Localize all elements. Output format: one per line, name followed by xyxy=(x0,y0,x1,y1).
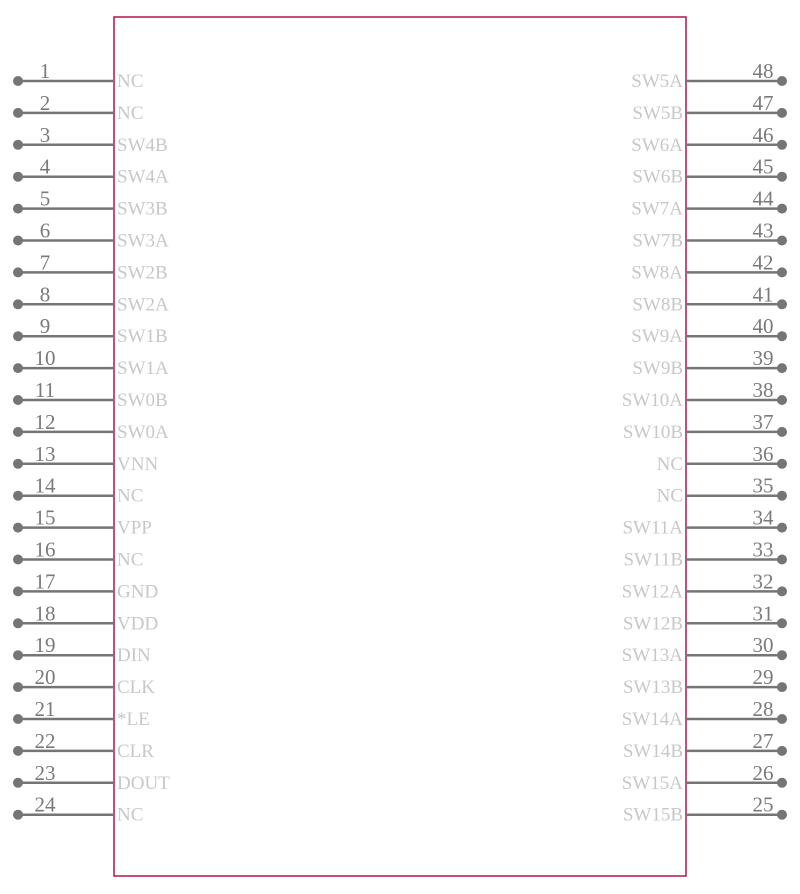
pin-23 xyxy=(13,761,170,794)
pin-22 xyxy=(13,729,154,762)
pin-18 xyxy=(13,601,158,634)
pin-10 xyxy=(13,346,169,379)
pin-endpoint-dot xyxy=(777,236,787,246)
pin-name: SW15A xyxy=(621,772,683,794)
pin-endpoint-dot xyxy=(13,618,23,628)
pin-endpoint-dot xyxy=(13,491,23,501)
pin-name: SW13B xyxy=(622,677,683,699)
pin-name: DOUT xyxy=(117,772,170,794)
pin-name: SW1B xyxy=(117,326,168,348)
pin-number: 46 xyxy=(752,122,774,147)
pin-5 xyxy=(13,187,168,220)
pin-number: 38 xyxy=(752,378,774,402)
pin-endpoint-dot xyxy=(13,204,23,214)
pin-name: NC xyxy=(656,453,683,475)
pin-endpoint-dot xyxy=(777,76,787,86)
pin-36 xyxy=(657,442,787,475)
pin-number: 40 xyxy=(752,314,774,339)
pin-endpoint-dot xyxy=(13,586,23,596)
pin-number: 45 xyxy=(752,154,774,179)
pin-number: 24 xyxy=(34,792,56,817)
pin-21 xyxy=(13,697,150,730)
pin-number: 25 xyxy=(752,792,774,817)
pin-name: SW0B xyxy=(117,390,168,411)
pin-endpoint-dot xyxy=(777,267,787,277)
pin-number: 35 xyxy=(752,473,774,498)
pin-30 xyxy=(622,633,787,666)
pin-8 xyxy=(13,282,169,315)
pin-26 xyxy=(622,761,787,794)
pin-endpoint-dot xyxy=(777,778,787,788)
pin-15 xyxy=(13,506,152,539)
pin-endpoint-dot xyxy=(777,459,787,469)
pin-name: SW14B xyxy=(622,740,683,762)
pin-number: 30 xyxy=(752,633,774,658)
pin-name: SW7A xyxy=(631,198,683,220)
pin-number: 13 xyxy=(34,441,56,466)
pin-45 xyxy=(632,155,787,188)
pin-7 xyxy=(13,250,168,283)
pin-endpoint-dot xyxy=(13,267,23,277)
pin-25 xyxy=(623,793,787,826)
pin-44 xyxy=(631,187,787,220)
pin-number: 36 xyxy=(752,441,774,466)
pin-name: *LE xyxy=(117,709,150,730)
pin-name: SW5A xyxy=(631,71,683,92)
pin-name: SW8A xyxy=(631,262,683,284)
pin-endpoint-dot xyxy=(13,172,23,182)
pin-number: 26 xyxy=(752,760,774,785)
pin-37 xyxy=(623,410,787,443)
pin-endpoint-dot xyxy=(777,108,787,118)
pin-number: 14 xyxy=(34,473,56,498)
pin-name: NC xyxy=(117,485,144,507)
pin-name: SW12B xyxy=(622,613,683,635)
pin-number: 32 xyxy=(752,569,774,594)
pin-name: NC xyxy=(117,71,144,92)
pin-name: SW9A xyxy=(631,326,683,348)
pin-name: SW5B xyxy=(632,102,683,124)
pin-3 xyxy=(13,123,168,156)
pin-39 xyxy=(632,346,787,379)
pin-endpoint-dot xyxy=(777,555,787,565)
pin-number: 4 xyxy=(39,154,51,179)
pin-name: VDD xyxy=(117,613,159,635)
pin-number: 5 xyxy=(39,186,51,211)
pin-24 xyxy=(13,793,143,826)
pin-name: SW11B xyxy=(623,549,683,571)
pin-number: 21 xyxy=(34,697,56,721)
pin-endpoint-dot xyxy=(777,491,787,501)
pin-16 xyxy=(13,538,143,571)
pin-number: 15 xyxy=(34,505,56,530)
pin-endpoint-dot xyxy=(13,236,23,246)
pin-name: SW15B xyxy=(622,804,683,826)
pin-name: SW7B xyxy=(632,230,683,252)
pin-endpoint-dot xyxy=(777,650,787,660)
pin-name: SW12A xyxy=(621,581,683,603)
pin-endpoint-dot xyxy=(13,331,23,341)
pin-endpoint-dot xyxy=(777,810,787,820)
pin-name: SW4B xyxy=(117,134,168,156)
pin-endpoint-dot xyxy=(13,523,23,533)
pin-name: NC xyxy=(656,485,683,507)
pin-name: SW2A xyxy=(117,294,169,316)
ic-body xyxy=(114,17,686,876)
pin-number: 18 xyxy=(34,601,56,626)
pin-43 xyxy=(632,219,787,252)
pin-number: 42 xyxy=(752,250,774,275)
pin-13 xyxy=(13,442,158,475)
pin-6 xyxy=(13,219,169,252)
pin-name: SW6B xyxy=(632,166,683,188)
pin-4 xyxy=(13,155,169,188)
pin-name: DIN xyxy=(117,645,151,667)
pin-endpoint-dot xyxy=(777,140,787,150)
pin-number: 11 xyxy=(34,378,56,402)
pin-number: 16 xyxy=(34,537,56,562)
pin-number: 27 xyxy=(752,728,774,753)
pin-number: 1 xyxy=(39,59,51,83)
pin-number: 41 xyxy=(752,282,774,307)
pin-endpoint-dot xyxy=(13,299,23,309)
pin-name: NC xyxy=(117,549,144,571)
pin-name: VPP xyxy=(117,517,152,539)
pin-endpoint-dot xyxy=(777,586,787,596)
pin-endpoint-dot xyxy=(13,108,23,118)
pin-name: CLK xyxy=(117,677,155,699)
pin-name: SW4A xyxy=(117,166,169,188)
pin-9 xyxy=(13,314,168,347)
pin-41 xyxy=(632,282,787,315)
pin-name: SW3A xyxy=(117,230,169,252)
pin-name: SW13A xyxy=(621,645,683,667)
pin-number: 29 xyxy=(752,665,774,690)
pin-17 xyxy=(13,569,158,602)
pin-47 xyxy=(632,91,787,124)
pin-endpoint-dot xyxy=(13,140,23,150)
pin-11 xyxy=(13,378,168,411)
pin-number: 19 xyxy=(34,633,56,658)
pin-1 xyxy=(13,59,143,92)
pin-endpoint-dot xyxy=(777,204,787,214)
pin-20 xyxy=(13,665,155,698)
pin-33 xyxy=(624,538,787,571)
pin-12 xyxy=(13,410,169,443)
pin-endpoint-dot xyxy=(777,172,787,182)
pin-31 xyxy=(623,601,787,634)
pin-endpoint-dot xyxy=(13,714,23,724)
pin-endpoint-dot xyxy=(13,650,23,660)
pin-number: 22 xyxy=(34,728,56,753)
pin-name: SW3B xyxy=(117,198,168,220)
pin-endpoint-dot xyxy=(13,76,23,86)
pin-14 xyxy=(13,474,143,507)
pin-34 xyxy=(622,506,787,539)
pin-number: 10 xyxy=(34,346,56,371)
pin-number: 33 xyxy=(752,537,774,562)
pin-name: CLR xyxy=(117,740,154,762)
pin-number: 12 xyxy=(34,409,56,434)
pin-name: SW10B xyxy=(622,421,683,443)
pin-number: 17 xyxy=(34,569,56,594)
pin-number: 39 xyxy=(752,346,774,371)
pin-endpoint-dot xyxy=(13,778,23,788)
pin-number: 47 xyxy=(752,90,774,115)
pin-number: 20 xyxy=(34,665,56,690)
pin-name: VNN xyxy=(117,453,159,475)
pin-endpoint-dot xyxy=(13,682,23,692)
pin-name: SW14A xyxy=(621,709,683,730)
pin-endpoint-dot xyxy=(777,523,787,533)
pin-number: 23 xyxy=(34,760,56,785)
pin-name: SW9B xyxy=(632,358,683,380)
pin-name: NC xyxy=(117,804,144,826)
pin-name: SW6A xyxy=(631,134,683,156)
pin-40 xyxy=(631,314,787,347)
pin-name: SW8B xyxy=(632,294,683,316)
right-pin-group xyxy=(622,59,787,826)
pin-endpoint-dot xyxy=(777,363,787,373)
pin-2 xyxy=(13,91,143,124)
pin-28 xyxy=(622,697,787,730)
pin-48 xyxy=(631,59,787,92)
pin-endpoint-dot xyxy=(777,682,787,692)
pin-endpoint-dot xyxy=(777,331,787,341)
pin-number: 28 xyxy=(752,697,774,721)
pin-name: GND xyxy=(117,581,159,603)
pin-name: SW2B xyxy=(117,262,168,284)
pin-endpoint-dot xyxy=(13,459,23,469)
pin-name: NC xyxy=(117,102,144,124)
pin-number: 37 xyxy=(752,409,774,434)
pin-number: 34 xyxy=(752,505,774,530)
pin-name: SW11A xyxy=(622,517,683,539)
pin-endpoint-dot xyxy=(777,395,787,405)
pin-endpoint-dot xyxy=(777,746,787,756)
pin-38 xyxy=(622,378,787,411)
pin-endpoint-dot xyxy=(777,618,787,628)
pin-endpoint-dot xyxy=(13,555,23,565)
pin-35 xyxy=(657,474,787,507)
left-pin-group xyxy=(13,59,170,826)
pin-endpoint-dot xyxy=(13,395,23,405)
pin-endpoint-dot xyxy=(13,746,23,756)
pin-42 xyxy=(631,250,787,283)
pin-endpoint-dot xyxy=(13,810,23,820)
pin-number: 48 xyxy=(752,59,774,83)
pin-46 xyxy=(631,123,787,156)
pin-name: SW1A xyxy=(117,358,169,380)
pin-endpoint-dot xyxy=(13,363,23,373)
pin-19 xyxy=(13,633,151,666)
pin-number: 3 xyxy=(39,122,51,147)
pin-endpoint-dot xyxy=(777,714,787,724)
pin-number: 8 xyxy=(39,282,51,307)
pin-32 xyxy=(622,569,787,602)
pin-number: 2 xyxy=(39,90,51,115)
pin-number: 9 xyxy=(39,314,51,339)
pin-number: 43 xyxy=(752,218,774,243)
pin-number: 44 xyxy=(752,186,774,211)
pin-number: 7 xyxy=(39,250,51,275)
pin-29 xyxy=(623,665,787,698)
pin-name: SW0A xyxy=(117,421,169,443)
pin-number: 31 xyxy=(752,601,774,626)
pin-name: SW10A xyxy=(621,390,683,411)
pin-endpoint-dot xyxy=(13,427,23,437)
pin-endpoint-dot xyxy=(777,427,787,437)
pin-27 xyxy=(623,729,787,762)
pin-endpoint-dot xyxy=(777,299,787,309)
pin-number: 6 xyxy=(39,218,51,243)
